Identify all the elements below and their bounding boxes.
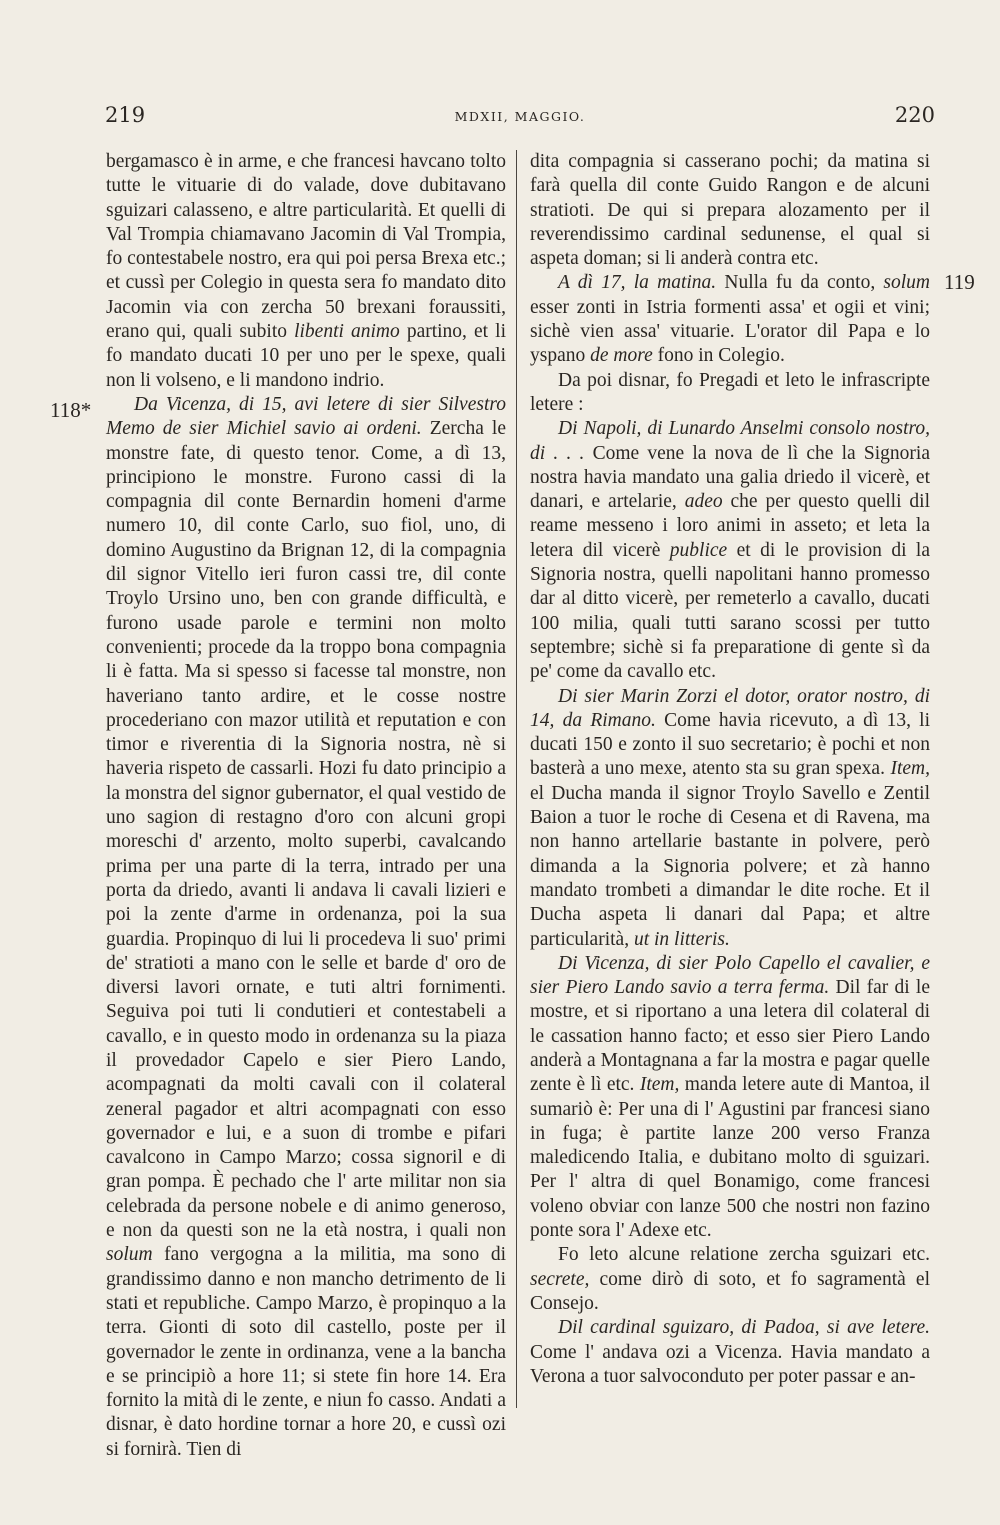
text-run: esser zonti in Istria formenti assa' et ogii et vini; sichè vien assa' vituarie. L'orator dil Papa e lo yspano xyxy=(530,296,930,367)
paragraph xyxy=(106,150,506,393)
italic-text: ut in litteris. xyxy=(633,928,730,950)
left-text-column xyxy=(106,150,506,1462)
text-run: Come l' andava ozi a Vicenza. Havia mandato a Verona a tuor salvoconduto per poter passar e an- xyxy=(530,1341,930,1387)
text-run: dita compagnia si casserano pochi; da matina si farà quella dil conte Guido Rangon e de alcuni stratioti. De qui si prepara alozamento per il reverendissimo cardinal sedunense, el qual si aspeta doman; si li anderà contra etc. xyxy=(530,151,930,270)
paragraph xyxy=(530,685,930,952)
paragraph xyxy=(530,271,930,368)
italic-text: A dì 17, la matina. xyxy=(558,272,717,294)
paragraph xyxy=(530,369,930,418)
italic-text: libenti animo xyxy=(294,321,400,343)
text-run: el Ducha manda il signor Troylo Savello e Zentil Baion a tuor le roche di Cesena et di Ravena, ma non hanno artellarie bastante in polvere, però dimanda a la Signoria polvere; et zà hanno mandato trombeti a dimandar le dite roche. Et il Ducha aspeta li danari dal Papa; et altre particularità, xyxy=(530,782,930,950)
italic-text: Di Napoli, di Lunardo Anselmi consolo nostro, di . . . xyxy=(530,418,930,464)
text-run: Dil far di le mostre, et si riportano a una letera dil colateral di le cassation hanno facto; et esso sier Piero Lando anderà a Montagnana a far la mostra e pagar quelle zente è lì etc. xyxy=(530,977,930,1096)
text-run: fano vergogna a la militia, ma sono di grandissimo danno e non mancho detrimento de li stati et republiche. Campo Marzo, è propinquo a la terra. Gionti di soto dil castello, poste per il governador le zente in ordinanza, vene a la bancha e se principiò a hore 11; si stete fin hore 14. Era fornito la mità di le zente, e niun fo casso. Andati a disnar, è dato hordine tornar a hore 20, e cussì ozi si fornirà. Tien di xyxy=(106,1244,506,1460)
text-run: bergamasco è in arme, e che francesi havcano tolto tutte le vituarie di do valade, dove dubitavano sguizari calasseno, e altre particularità. Et quelli di Val Trompia chiamavano Jacomin di Val Trompia, fo contestabele nostro, era qui poi persa Brexa etc.; et cussì per Colegio in questa sera fo mandato dito Jacomin via con zercha 50 brexani foraussiti, erano qui, quali subito xyxy=(106,151,506,343)
italic-text: Item, xyxy=(890,758,930,780)
text-run: et di le provision di la Signoria nostra, quelli napolitani hanno promesso dar al ditto vicerè, per remeterlo a cavallo, ducati 100 milia, quali tutti sarano scossi per tutto septembre; sichè si fa preparatione di gente sì da pe' come da cavallo etc. xyxy=(530,539,930,683)
paragraph xyxy=(530,417,930,684)
text-run: partino, et li fo mandato ducati 10 per uno per le spexe, quali non li volseno, e li mandono indrio. xyxy=(106,321,506,391)
paragraph xyxy=(530,150,930,271)
italic-text: Dil cardinal sguizaro, di Padoa, si ave letere. xyxy=(558,1317,930,1339)
italic-text: secrete, xyxy=(530,1268,590,1290)
italic-text: Da Vicenza, di 15, avi letere di sier Silvestro Memo de sier Michiel savio ai ordeni. xyxy=(106,393,506,440)
text-run: fono in Colegio. xyxy=(652,345,785,367)
paragraph xyxy=(106,393,506,1462)
page-header xyxy=(105,103,935,133)
paragraph xyxy=(530,1316,930,1389)
right-page-number: 220 xyxy=(894,103,935,127)
italic-text: solum xyxy=(883,272,931,294)
italic-text: de more xyxy=(590,345,653,367)
italic-text: Di Vicenza, di sier Polo Capello el cavalier, e sier Piero Lando savio a terra ferma. xyxy=(530,952,930,999)
text-run: Come vene la nova de lì che la Signoria nostra havia mandato una galia driedo il vicerè, et danari, e artelarie, xyxy=(530,442,930,513)
italic-text: solum xyxy=(106,1244,153,1266)
paragraph xyxy=(530,952,930,1244)
text-run: Come havia ricevuto, a dì 13, li ducati 150 e zonto il suo secretario; è pochi et non basterà a uno mexe, atento sta su gran spexa. xyxy=(530,709,930,780)
margin-number-left: 118* xyxy=(50,398,92,422)
italic-text: Di sier Marin Zorzi el dotor, orator nostro, di 14, da Rimano. xyxy=(530,685,930,731)
paragraph xyxy=(530,1243,930,1316)
text-run: manda letere aute di Mantoa, il sumariò è: Per una di l' Agustini par francesi siano in fuga; è partite lanze 200 verso Franza maledicendo Italia, e dubitano molto di sguizari. Per l' altra di quel Bonamigo, come francesi voleno obviar con lanze 500 che nostri non fazino ponte sora l' Adexe etc. xyxy=(530,1074,930,1242)
text-run: Nulla fu da conto, xyxy=(716,272,884,294)
right-text-column xyxy=(530,150,930,1389)
text-run: Da poi disnar, fo Pregadi et leto le infrascripte letere : xyxy=(530,369,930,415)
running-title: MDXII, MAGGIO. xyxy=(454,109,586,124)
margin-number-right: 119 xyxy=(944,270,975,294)
italic-text: Item, xyxy=(639,1074,680,1096)
text-run: Zercha le monstre fate, di questo tenor. Come, a dì 13, principiono le monstre. Furono cassi di la compagnia dil conte Bernardin homeni d'arme numero 10, dil conte Carlo, suo fiol, uno, di domino Augustino da Brignan 12, di la compagnia dil signor Vitello ieri furon cassi tre, dil conte Troylo Ursino uno, ben con grande difficultà, e furono usade parole e termini non molto convenienti; procede da la troppo bona compagnia li è fatta. Ma si spesso si facesse tal monstre, non haveriano tanto ardire, et le cosse nostre procederiano con mazor utilità et reputation e con timor e riverentia di la Signoria nostra, nè si haveria rispeto de cassarli. Hozi fu dato principio a la monstra del signor gubernator, el qual vestido de uno sagion di restagno d'oro con alcuni gropi moreschi d' arzento, molto superbi, cavalcando prima per una parte di la terra, intrado per una porta da driedo, avanti li andava li cavali lizieri e poi la zente d'arme in ordenanza, poi la sua guardia. Propinquo di lui li procedeva li suo' primi de' stratioti a mano con le selle et barde d' oro de diversi lavori ornate, e tuti altri fornimenti. Seguiva poi tuti li condutieri et contestabeli a cavallo, e in questo modo in ordenanza su la piaza il provedador Capelo e sier Piero Lando, acompagnati da molti cavali con il colateral zeneral pagador et altri acompagnati con esso governador e lui, e a suon di trombe e pifari cavalcono in Campo Marzo; cossa signoril e di gran pompa. È pechado che l' arte militar non sia celebrada da persone nobele e di animo generoso, e non da questi son ne la età nostra, i quali non xyxy=(106,418,506,1242)
text-run: che per questo quelli dil reame messeno i loro animi in asseto; et leta la letera dil vicerè xyxy=(530,491,930,561)
column-divider xyxy=(516,150,517,1408)
italic-text: publice xyxy=(669,539,728,561)
italic-text: adeo xyxy=(684,491,723,513)
left-page-number: 219 xyxy=(105,103,146,127)
text-run: come dirò di soto, et fo sagramentà el Consejo. xyxy=(530,1268,930,1314)
text-run: Fo leto alcune relatione zercha sguizari etc. xyxy=(558,1244,930,1266)
